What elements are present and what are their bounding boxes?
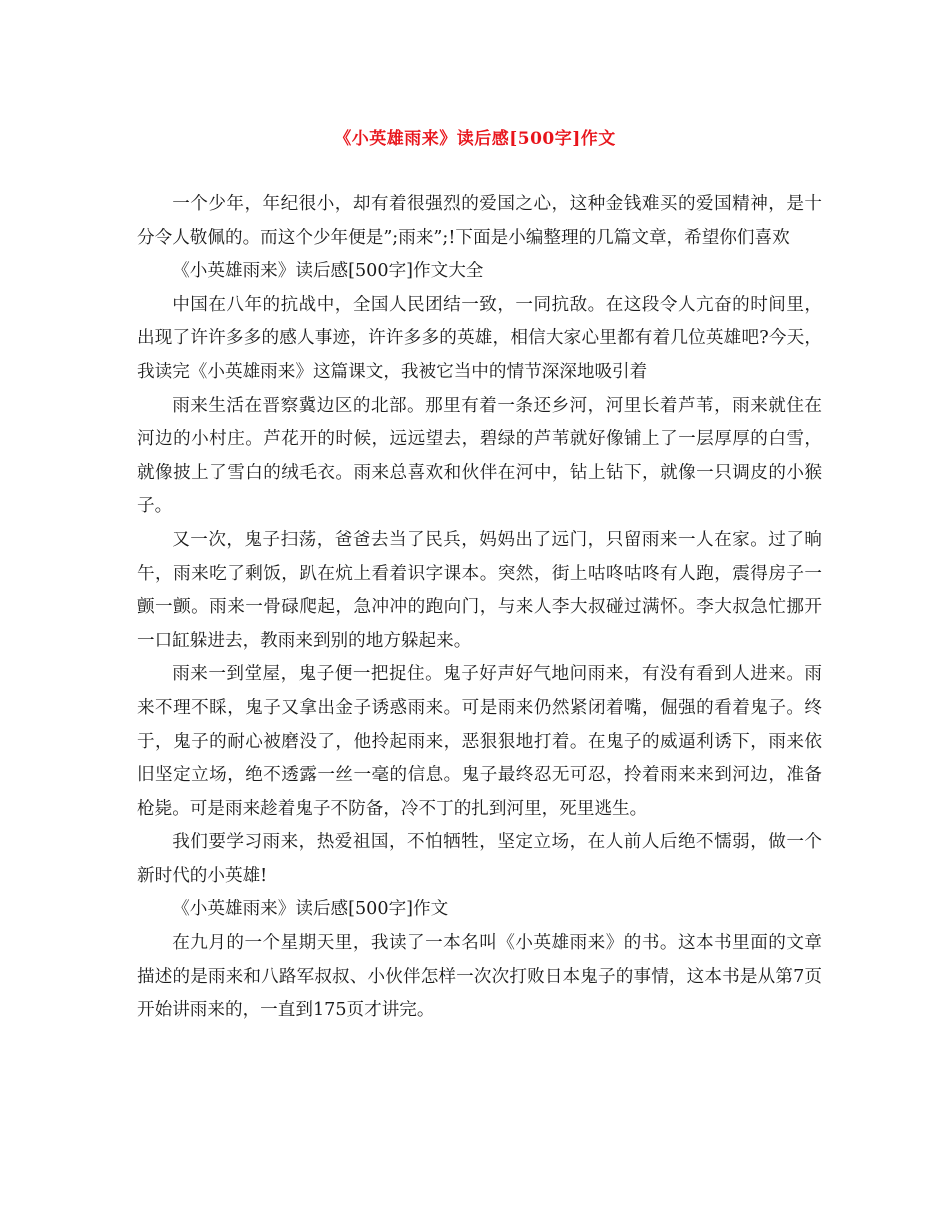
document-title: 《小英雄雨来》读后感[500字]作文 — [334, 129, 616, 149]
paragraph: 又一次，鬼子扫荡，爸爸去当了民兵，妈妈出了远门，只留雨来一人在家。过了晌午，雨来吃了剩饭，趴在炕上看着识字课本。突然，街上咕咚咕咚有人跑，震得房子一颤一颤。雨来一骨碌爬起，急冲冲的跑向门，与来人李大叔碰过满怀。李大叔急忙挪开一口缸躲进去，教雨来到别的地方躲起来。 — [137, 529, 822, 651]
paragraph: 中国在八年的抗战中，全国人民团结一致，一同抗敌。在这段令人亢奋的时间里，出现了许许多多的感人事迹，许许多多的英雄，相信大家心里都有着几位英雄吧?今天，我读完《小英雄雨来》这篇课文，我被它当中的情节深深地吸引着 — [137, 294, 822, 382]
section-heading-2: 《小英雄雨来》读后感[500字]作文 — [172, 899, 449, 920]
document-body — [137, 188, 822, 1028]
paragraph: 我们要学习雨来，热爱祖国，不怕牺牲，坚定立场，在人前人后绝不懦弱，做一个新时代的小英雄! — [137, 832, 822, 886]
paragraph-intro: 一个少年，年纪很小，却有着很强烈的爱国之心，这种金钱难买的爱国精神，是十分令人敬佩的。而这个少年便是”;雨来”;!下面是小编整理的几篇文章，希望你们喜欢 — [137, 194, 822, 248]
paragraph: 雨来生活在晋察冀边区的北部。那里有着一条还乡河，河里长着芦苇，雨来就住在河边的小村庄。芦花开的时候，远远望去，碧绿的芦苇就好像铺上了一层厚厚的白雪，就像披上了雪白的绒毛衣。雨来总喜欢和伙伴在河中，钻上钻下，就像一只调皮的小猴子。 — [137, 395, 822, 517]
section-heading-1: 《小英雄雨来》读后感[500字]作文大全 — [172, 261, 484, 282]
paragraph: 在九月的一个星期天里，我读了一本名叫《小英雄雨来》的书。这本书里面的文章描述的是雨来和八路军叔叔、小伙伴怎样一次次打败日本鬼子的事情，这本书是从第7页开始讲雨来的，一直到175页才讲完。 — [137, 933, 822, 1021]
paragraph: 雨来一到堂屋，鬼子便一把捉住。鬼子好声好气地问雨来，有没有看到人进来。雨来不理不睬，鬼子又拿出金子诱惑雨来。可是雨来仍然紧闭着嘴，倔强的看着鬼子。终于，鬼子的耐心被磨没了，他拎起雨来，恶狠狠地打着。在鬼子的威逼利诱下，雨来依旧坚定立场，绝不透露一丝一毫的信息。鬼子最终忍无可忍，拎着雨来来到河边，准备枪毙。可是雨来趁着鬼子不防备，冷不丁的扎到河里，死里逃生。 — [137, 664, 822, 819]
